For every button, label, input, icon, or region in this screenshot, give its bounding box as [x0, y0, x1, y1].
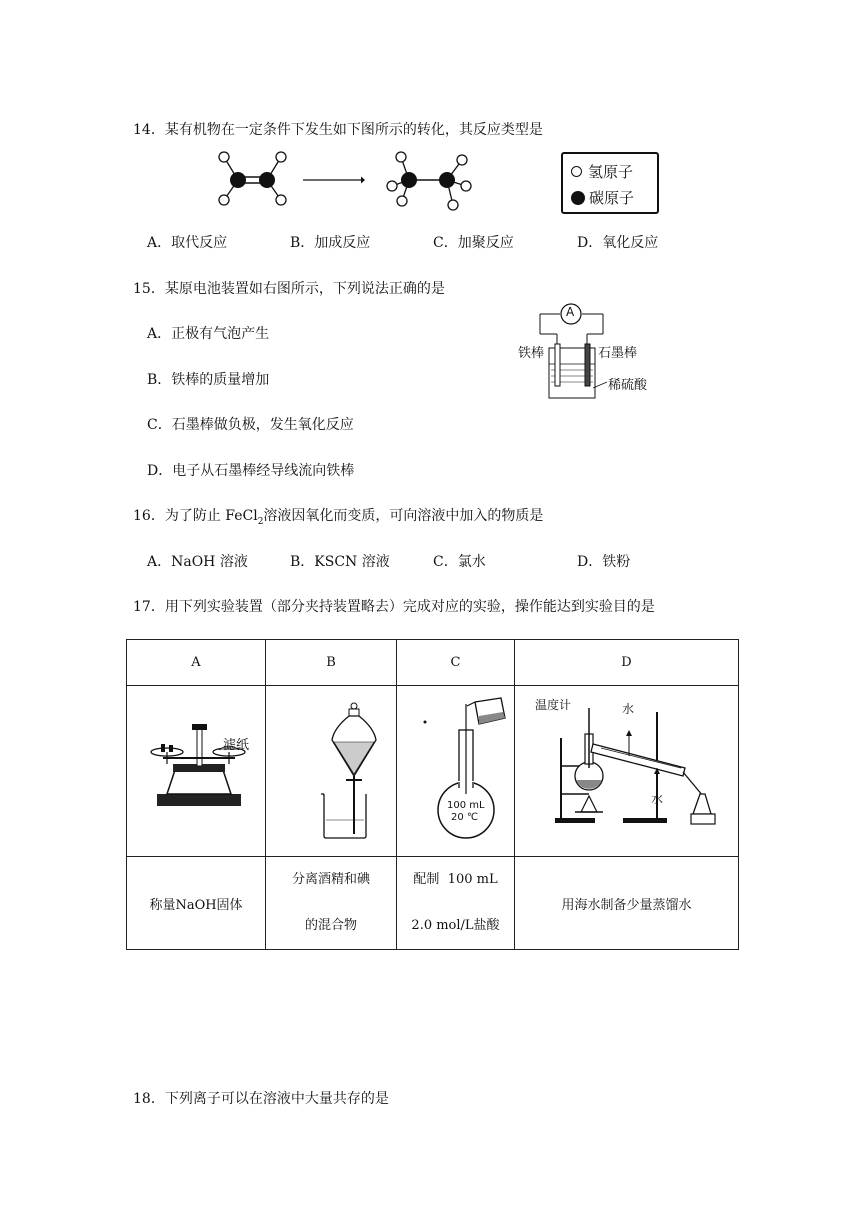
- water-in-label: 水: [651, 792, 664, 806]
- ethylene-molecule: [210, 148, 300, 208]
- header-d: D: [515, 640, 739, 686]
- hydrogen-atom-icon: [571, 166, 582, 177]
- experiment-table: [126, 639, 739, 950]
- caption-b-line2: 的混合物: [304, 918, 357, 933]
- flask-volume-label: 100 mL: [447, 800, 485, 811]
- table-caption-row: [127, 857, 739, 950]
- filter-paper-label: 滤纸: [223, 738, 250, 753]
- header-c: C: [397, 640, 515, 686]
- caption-b-line1: 分离酒精和碘: [291, 872, 370, 887]
- legend-carbon: 碳原子: [589, 189, 635, 207]
- cell-d-image: [515, 686, 739, 857]
- distillation-apparatus: [545, 704, 720, 834]
- caption-a: 称量NaOH固体: [127, 857, 266, 950]
- q16-option-a: A．NaOH 溶液: [147, 554, 248, 570]
- q15-option-c: C．石墨棒做负极，发生氧化反应: [147, 417, 354, 433]
- q16-stem-pre: 16．为了防止 FeCl: [133, 508, 258, 524]
- iron-rod-label: 铁棒: [518, 346, 545, 361]
- q16-stem-post: 溶液因氧化而变质，可向溶液中加入的物质是: [263, 508, 544, 524]
- q18-stem: 18．下列离子可以在溶液中大量共存的是: [133, 1091, 389, 1107]
- q16-option-b: B．KSCN 溶液: [290, 554, 390, 570]
- sulfuric-acid-label: 稀硫酸: [608, 378, 648, 393]
- q14-stem: 14．某有机物在一定条件下发生如下图所示的转化，其反应类型是: [133, 122, 543, 138]
- ethane-molecule: [385, 148, 480, 213]
- q15-stem: 15．某原电池装置如右图所示，下列说法正确的是: [133, 281, 445, 297]
- cell-a-image: [127, 686, 266, 857]
- separatory-funnel-apparatus: [314, 698, 384, 843]
- q14-option-c: C．加聚反应: [433, 235, 514, 251]
- q17-stem: 17．用下列实验装置（部分夹持装置略去）完成对应的实验，操作能达到实验目的是: [133, 599, 655, 615]
- graphite-rod-label: 石墨棒: [598, 346, 638, 361]
- legend-hydrogen: 氢原子: [588, 163, 634, 181]
- q15-option-d: D．电子从石墨棒经导线流向铁棒: [147, 463, 355, 479]
- q16-option-c: C．氯水: [433, 554, 486, 570]
- q14-option-a: A．取代反应: [147, 235, 228, 251]
- ammeter-label: A: [566, 305, 575, 319]
- q14-option-d: D．氧化反应: [577, 235, 659, 251]
- table-header-row: [127, 640, 739, 686]
- q15-option-a: A．正极有气泡产生: [147, 326, 270, 342]
- caption-c-line2: 2.0 mol/L盐酸: [411, 918, 500, 933]
- cell-b-image: [266, 686, 397, 857]
- q14-option-b: B．加成反应: [290, 235, 371, 251]
- q16-option-d: D．铁粉: [577, 554, 631, 570]
- q16-stem-sub: 2: [257, 516, 264, 527]
- caption-c: [397, 857, 515, 950]
- atom-legend: [561, 152, 659, 214]
- caption-d: 用海水制备少量蒸馏水: [515, 857, 739, 950]
- header-a: A: [127, 640, 266, 686]
- reaction-arrow-icon: [303, 175, 365, 185]
- q16-stem: [133, 505, 543, 527]
- carbon-atom-icon: [571, 191, 585, 205]
- balance-apparatus: [145, 714, 250, 824]
- thermometer-label: 温度计: [535, 698, 572, 712]
- header-b: B: [266, 640, 397, 686]
- cell-c-image: [397, 686, 515, 857]
- caption-b: [266, 857, 397, 950]
- caption-c-line1: 配制 100 mL: [413, 872, 498, 887]
- water-out-label: 水: [622, 702, 635, 716]
- q15-option-b: B．铁棒的质量增加: [147, 372, 270, 388]
- table-image-row: [127, 686, 739, 857]
- flask-temp-label: 20 ℃: [451, 812, 479, 823]
